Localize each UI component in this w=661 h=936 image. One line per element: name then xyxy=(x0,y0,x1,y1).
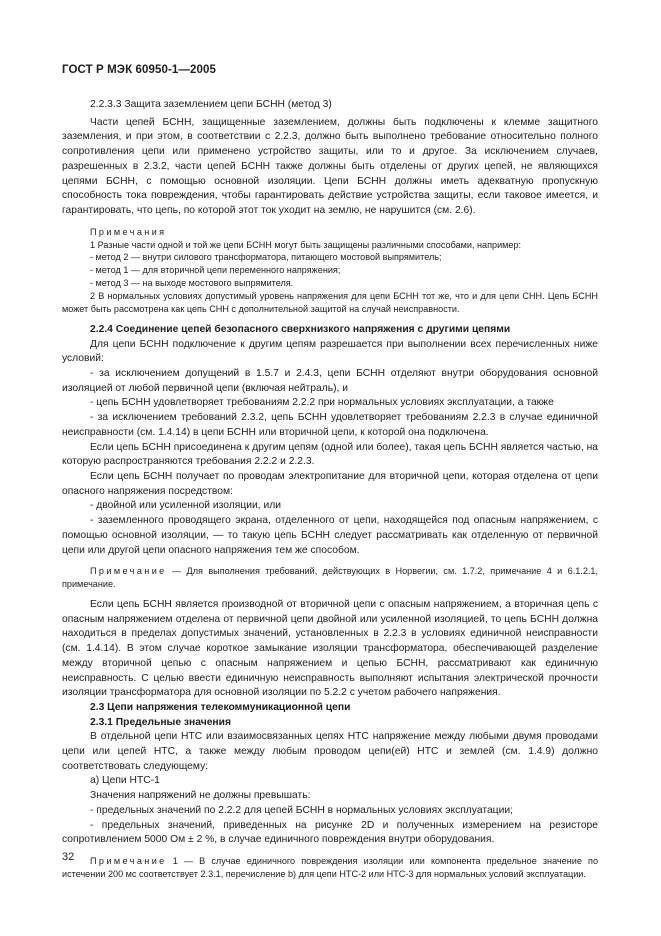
section-2-3-1-paragraph: Значения напряжений не должны превышать: xyxy=(90,790,311,802)
note-1-item: - метод 2 — внутри силового трансформатора, питающего мостовой выпрямитель; xyxy=(90,252,442,263)
list-item: - за исключением требований 2.3.2, цепь БСНН удовлетворяет требованиям 2.2.3 в случае единичной неисправности (см. 1.4.14) в цепи БСНН или вторичной цепи, к которой она подключена. xyxy=(62,412,598,438)
list-item: - предельных значений, приведенных на рисунке 2D и полученных измерением на резисторе сопротивлением 5000 Ом ± 2 %, в случае единичного повреждения внутри оборудования. xyxy=(62,819,598,846)
note-text: — Для выполнения требований, действующих в Норвегии, см. 1.7.2, примечание 4 и 6.1.2.1, примечание. xyxy=(62,566,598,590)
note-2: 2 В нормальных условиях допустимый уровень напряжения для цепи БСНН тот же, что и для цепи СНН. Цепь БСНН может быть рассмотрена как цепь СНН с дополнительной защитой на случай неисправности. xyxy=(62,291,598,315)
section-2-3-1-paragraph: В отдельной цепи НТС или взаимосвязанных цепях НТС напряжение между любыми двумя проводами цепи или цепей НТС, а также между любым проводом цепи(ей) НТС и землей (см. 1.4.9) должно соответствовать следующему: xyxy=(62,731,598,772)
section-2-3-heading: 2.3 Цепи напряжения телекоммуникационной цепи xyxy=(90,701,351,713)
notes-label-text: Примечания xyxy=(90,226,167,237)
list-item: - предельных значений по 2.2.2 для цепей БСНН в нормальных условиях эксплуатации; xyxy=(90,804,513,816)
notes-label xyxy=(62,226,598,239)
section-2-2-4-paragraph: Если цепь БСНН является производной от вторичной цепи с опасным напряжением, а вторичная цепь с опасным напряжением отделена от первичной цепи двойной или усиленной изоляцией, то цепь БСНН должна находиться в пределах допустимых значений, установленных в 2.2.3 в условиях единичной неисправности (см. 1.4.14). В этом случае короткое замыкание изоляции трансформатора, обеспечивающей разделение между вторичной цепью с опасным напряжением и цепью БСНН, рассматривают как единичную неисправность. С целью ввести единичную неисправность выполняют испытания электрической прочности изоляции трансформатора для основной изоляции по 5.2.2 с учетом рабочего напряжения. xyxy=(62,599,598,699)
section-2-3-1-heading: 2.3.1 Предельные значения xyxy=(90,716,231,728)
document-body xyxy=(62,98,598,881)
note-norway xyxy=(62,565,598,591)
note-label: Примечание xyxy=(90,566,167,577)
section-2-2-3-3-heading: 2.2.3.3 Защита заземлением цепи БСНН (метод 3) xyxy=(90,99,332,110)
list-item: - цепь БСНН удовлетворяет требованиям 2.2.2 при нормальных условиях эксплуатации, а также xyxy=(90,397,554,409)
page-number: 32 xyxy=(62,851,75,863)
note-1: 1 Разные части одной и той же цепи БСНН могут быть защищены различными способами, например: xyxy=(90,239,522,250)
section-2-2-4-paragraph: Если цепь БСНН присоединена к другим цепям (одной или более), такая цепь БСНН является частью, на которую распространяются требования 2.2.2 и 2.2.3. xyxy=(62,441,598,468)
list-item: - двойной или усиленной изоляции, или xyxy=(90,500,281,512)
list-item: - за исключением допущений в 1.5.7 и 2.4.3, цепи БСНН отделяют внутри оборудования основной изоляцией от любой первичной цепи (включая нейтраль), и xyxy=(62,368,598,394)
document-header: ГОСТ Р МЭК 60950-1—2005 xyxy=(62,64,216,76)
section-2-2-4-paragraph: Для цепи БСНН подключение к другим цепям разрешается при выполнении всех перечисленных ниже условий: xyxy=(62,338,598,365)
list-item: а) Цепи НТС-1 xyxy=(90,775,160,787)
section-2-2-3-3-paragraph: Части цепей БСНН, защищенные заземлением, должны быть подключены к клемме защитного заземления, и при этом, в соответствии с 2.2.3, должно быть выполнено требование относительно полного сопротивления цепи или применено устройство защиты, или то и другое. За исключением случаев, разрешенных в 2.3.2, части цепей БСНН также должны быть отделены от других цепей, не являющихся цепями БСНН, с помощью основной изоляции. Цепи БСНН должны иметь адекватную пропускную способность тока повреждения, чтобы гарантировать действие устройства защиты, если таковое имеется, и гарантировать, что цепь, по которой этот ток уходит на землю, не нарушится (см. 2.6). xyxy=(62,116,598,216)
section-2-2-4-paragraph: Если цепь БСНН получает по проводам электропитание для вторичной цепи, которая отделена от цепи опасного напряжения посредством: xyxy=(62,471,598,497)
note-text: 1 — В случае единичного повреждения изоляции или компонента предельное значение по истечении 200 мс соответствует 2.3.1, перечисление b) для цепи НТС-2 или НТС-3 для нормальных условий эксплуатации. xyxy=(62,855,598,879)
note-1-item: - метод 1 — для вторичной цепи переменного напряжения; xyxy=(90,265,341,276)
note-2-3-1 xyxy=(62,855,598,881)
list-item: - заземленного проводящего экрана, отделенного от цепи, находящейся под опасным напряжением, с помощью основной изоляции, — то такую цепь БСНН следует рассматривать как отделенную от первичной цепи или другой цепи опасного напряжения тем же способом. xyxy=(62,515,598,556)
note-label: Примечание xyxy=(90,855,167,866)
note-1-item: - метод 3 — на выходе мостового выпрямителя. xyxy=(90,278,294,289)
section-2-2-4-heading: 2.2.4 Соединение цепей безопасного сверхнизкого напряжения с другими цепями xyxy=(90,323,511,335)
